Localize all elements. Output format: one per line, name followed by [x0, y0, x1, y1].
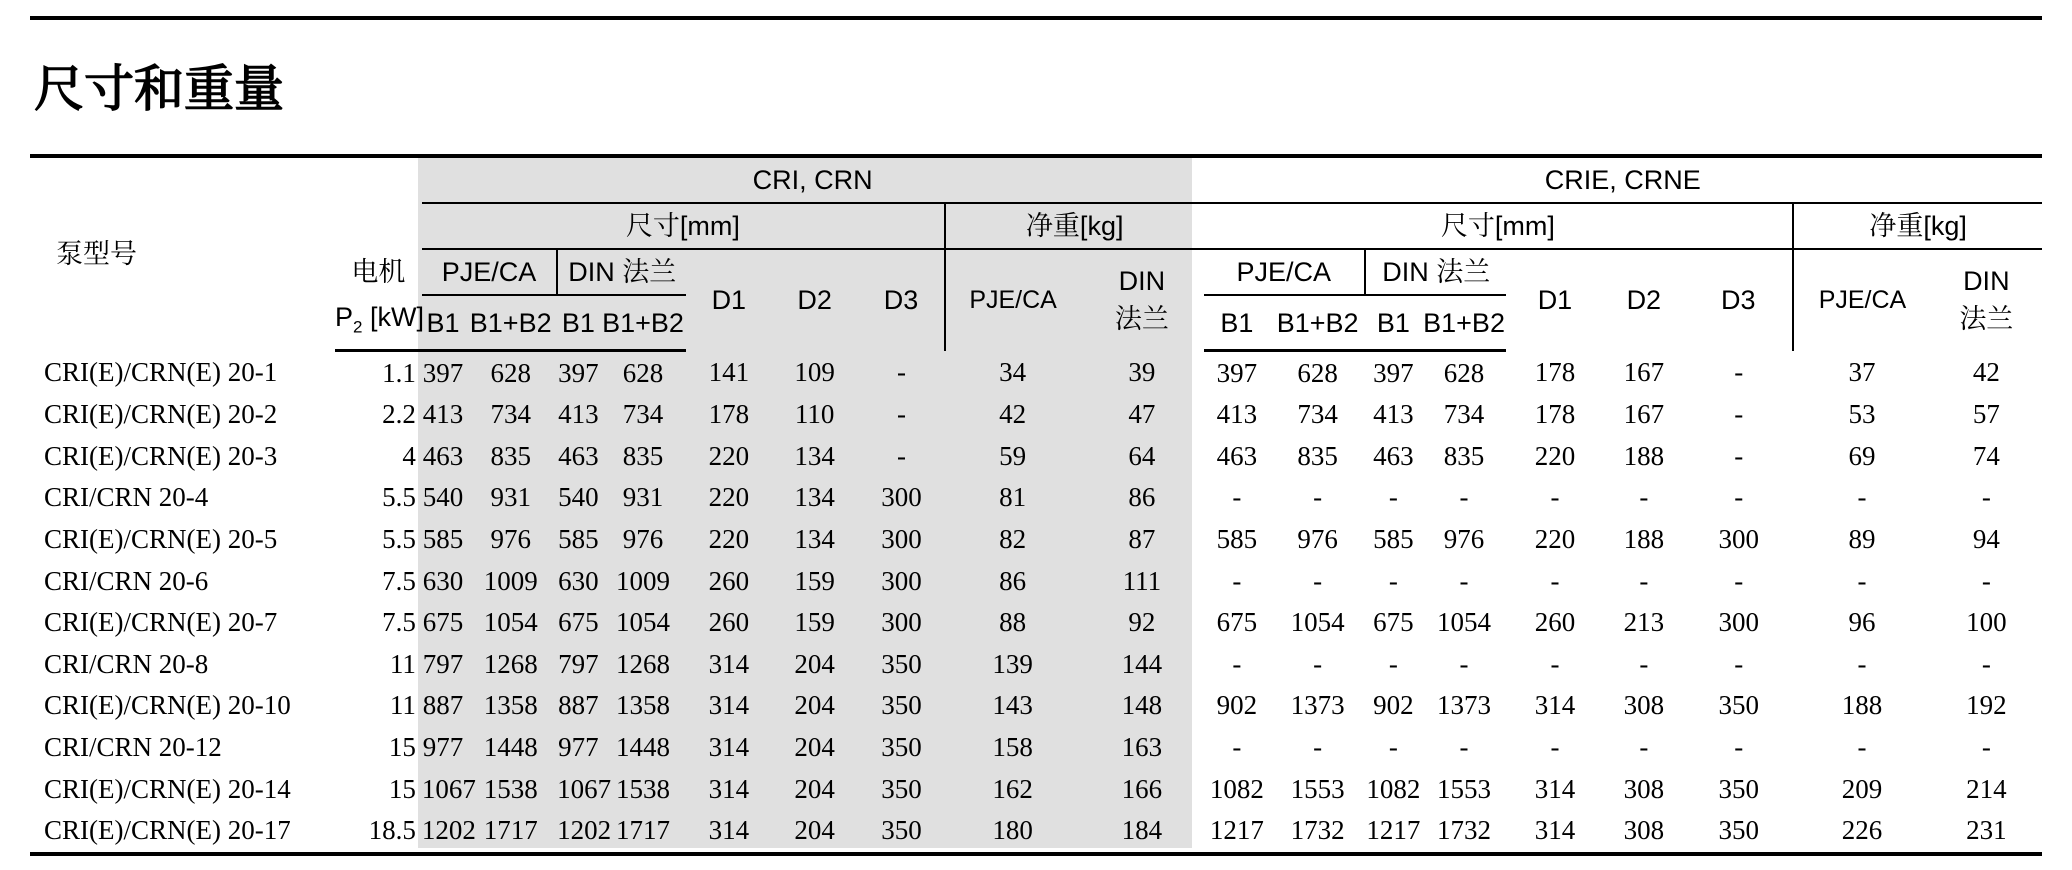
cri-din-b1b2-cell: 931: [622, 482, 664, 513]
cri-weight-din-cell: 184: [1080, 810, 1203, 854]
cri-d3-cell: 300: [881, 565, 922, 596]
crie-weight-pje-cell: 37: [1848, 356, 1876, 387]
table-row: [30, 477, 2042, 519]
crie-d1-cell: 314: [1534, 690, 1576, 721]
cri-weight-pje-cell: 42: [999, 399, 1027, 430]
cri-pje-ca-header: PJE/CA: [422, 249, 557, 295]
cri-d2-cell: 134: [794, 482, 835, 513]
crie-pje-ca-header: PJE/CA: [1204, 249, 1366, 295]
crie-d1-cell: -: [1550, 482, 1560, 513]
cri-weight-din-cell: 111: [1122, 565, 1162, 596]
crie-din-b1b2-cell: 1373: [1437, 690, 1492, 721]
cri-d2-cell: 204: [794, 732, 835, 763]
cri-weight-pje-cell: 143: [992, 690, 1033, 721]
pump-model-cell: CRI(E)/CRN(E) 20-7: [44, 607, 278, 638]
cri-d1-header: D1: [711, 285, 747, 316]
crie-din-b1-header: B1: [1365, 295, 1422, 351]
motor-power-cell: 1.1: [382, 357, 416, 388]
table-row: [30, 436, 2042, 478]
crie-din-b1b2-cell: 1054: [1437, 607, 1492, 638]
crie-d2-cell: 308: [1623, 690, 1665, 721]
cri-b1-cell: 675: [422, 607, 464, 638]
cri-din-b1-cell: 675: [558, 607, 599, 638]
cri-b1-cell: 797: [422, 648, 464, 679]
cri-b1b2-cell: 1538: [483, 773, 538, 804]
cri-d2-cell: 110: [794, 399, 835, 430]
crie-weight-din-cell: -: [1981, 732, 1991, 763]
cri-b1-cell: 630: [422, 565, 464, 596]
crie-d3-cell: 300: [1718, 524, 1759, 555]
cri-weight-pje-cell: 88: [999, 607, 1027, 638]
cri-d2-cell: 204: [794, 648, 835, 679]
cri-b1-cell: 977: [422, 732, 464, 763]
crie-weight-din-flange-header: DIN 法兰: [1959, 266, 2014, 335]
cri-d1-cell: 314: [708, 690, 750, 721]
cri-b1-cell: 413: [422, 399, 464, 430]
cri-din-b1b2-cell: 628: [622, 357, 664, 388]
crie-b1b2-cell: -: [1313, 648, 1323, 679]
crie-weight-din-cell: 214: [1966, 773, 2007, 804]
crie-b1b2-cell: 976: [1297, 524, 1338, 555]
cri-din-b1-cell: 1202: [557, 810, 599, 854]
pump-model-cell: CRI(E)/CRN(E) 20-17: [30, 810, 335, 854]
table-row: [30, 519, 2042, 561]
cri-weight-din-cell: 47: [1128, 399, 1156, 430]
crie-din-b1b2-cell: -: [1459, 648, 1469, 679]
crie-b1b2-cell: 835: [1297, 440, 1338, 471]
cri-d3-cell: -: [897, 399, 906, 430]
cri-din-b1-cell: 887: [558, 690, 599, 721]
crie-d2-cell: -: [1639, 482, 1649, 513]
crie-din-b1-cell: -: [1388, 482, 1398, 513]
motor-power-cell: 7.5: [382, 565, 416, 596]
cri-d3-cell: 350: [881, 690, 922, 721]
crie-weight-pje-cell: 96: [1848, 607, 1876, 638]
crie-b1-cell: 413: [1216, 399, 1258, 430]
pump-model-cell: CRI(E)/CRN(E) 20-1: [44, 356, 278, 387]
table-row: [30, 351, 2042, 394]
top-rule: [30, 16, 2042, 20]
crie-b1b2-cell: -: [1313, 732, 1323, 763]
cri-weight-pje-cell: 162: [992, 773, 1033, 804]
cri-d1-cell: 141: [708, 356, 750, 387]
cri-b1b2-cell: 1448: [483, 732, 538, 763]
crie-d1-cell: 178: [1534, 399, 1576, 430]
pump-model-cell: CRI(E)/CRN(E) 20-5: [44, 524, 278, 555]
cri-weight-pje-cell: 34: [999, 356, 1027, 387]
crie-b1-cell: 902: [1216, 690, 1258, 721]
cri-d2-cell: 134: [794, 440, 835, 471]
cri-b1b2-cell: 628: [490, 357, 531, 388]
cri-b1-cell: 887: [422, 690, 464, 721]
crie-weight-pje-cell: 53: [1848, 399, 1876, 430]
cri-din-b1b2-cell: 1268: [615, 648, 670, 679]
crie-weight-header: 净重[kg]: [1793, 203, 2042, 249]
motor-power-cell: 5.5: [382, 482, 416, 513]
motor-power-cell: 7.5: [382, 607, 416, 638]
cri-d3-cell: 350: [881, 773, 922, 804]
cri-d1-cell: 314: [686, 810, 771, 854]
crie-weight-din-cell: -: [1981, 565, 1991, 596]
crie-weight-din-cell: 100: [1966, 607, 2007, 638]
cri-weight-pje-ca-header: PJE/CA: [969, 286, 1057, 315]
crie-weight-din-cell: 231: [1931, 810, 2042, 854]
page-title: 尺寸和重量: [34, 60, 284, 118]
crie-din-b1-cell: 1082: [1366, 773, 1421, 804]
cri-d3-cell: 300: [881, 607, 922, 638]
cri-weight-pje-cell: 139: [992, 648, 1033, 679]
crie-pje-b1-header: B1: [1204, 295, 1271, 351]
crie-d3-header: D3: [1684, 249, 1793, 351]
cri-d3-cell: 350: [858, 810, 945, 854]
crie-weight-pje-cell: -: [1857, 648, 1867, 679]
cri-din-b1-cell: 977: [558, 732, 599, 763]
cri-din-b1b2-cell: 1717: [600, 810, 687, 854]
crie-d1-header: D1: [1537, 285, 1573, 316]
crie-b1-cell: -: [1232, 565, 1242, 596]
cri-din-b1b2-cell: 1358: [615, 690, 670, 721]
crie-d1-cell: 314: [1534, 773, 1576, 804]
crie-d1-cell: 314: [1506, 810, 1603, 854]
pump-model-cell: CRI/CRN 20-8: [44, 648, 209, 679]
crie-b1-cell: 675: [1216, 607, 1258, 638]
crie-weight-din-cell: -: [1981, 648, 1991, 679]
crie-din-b1-cell: 413: [1373, 399, 1414, 430]
crie-d3-cell: -: [1734, 732, 1744, 763]
crie-d3-cell: -: [1734, 482, 1744, 513]
crie-b1-cell: 463: [1216, 440, 1258, 471]
crie-din-b1-cell: -: [1388, 565, 1398, 596]
cri-b1b2-cell: 1268: [483, 648, 538, 679]
cri-weight-pje-cell: 59: [999, 440, 1027, 471]
cri-din-b1-cell: 413: [558, 399, 599, 430]
cri-d3-cell: 300: [881, 524, 922, 555]
cri-din-b1-cell: 630: [558, 565, 599, 596]
crie-d1-cell: 220: [1534, 440, 1576, 471]
cri-b1-cell: 585: [422, 524, 464, 555]
crie-d2-cell: -: [1639, 732, 1649, 763]
crie-b1-cell: -: [1232, 482, 1242, 513]
motor-power-cell: 15: [388, 732, 416, 763]
cri-din-b1-cell: 463: [558, 440, 599, 471]
pump-model-cell: CRI(E)/CRN(E) 20-2: [44, 399, 278, 430]
table-row: [30, 394, 2042, 436]
cri-b1b2-cell: 1009: [483, 565, 538, 596]
cri-din-b1b2-cell: 976: [622, 524, 664, 555]
crie-din-flange-header: DIN 法兰: [1365, 249, 1506, 295]
crie-din-b1-cell: 397: [1373, 357, 1414, 388]
crie-weight-pje-cell: -: [1857, 565, 1867, 596]
crie-din-b1b2-cell: -: [1459, 732, 1469, 763]
table-row: [30, 810, 2042, 854]
table-row: [30, 685, 2042, 727]
cri-d1-cell: 178: [708, 399, 750, 430]
motor-power-cell: 4: [402, 440, 416, 471]
crie-d3-cell: 350: [1684, 810, 1793, 854]
cri-b1b2-cell: 931: [490, 482, 531, 513]
cri-pje-b1-header: B1: [422, 295, 464, 351]
cri-d2-header: D2: [797, 285, 832, 316]
crie-din-b1-cell: 902: [1373, 690, 1414, 721]
crie-din-b1b2-cell: 976: [1443, 524, 1485, 555]
cri-weight-pje-cell: 81: [999, 482, 1027, 513]
motor-power-unit-header: $P_2$ [kW]: [335, 295, 422, 351]
table-row: [30, 602, 2042, 644]
crie-din-b1b2-header: B1+B2: [1422, 295, 1507, 351]
cri-din-b1-header: B1: [557, 295, 599, 351]
cri-b1b2-cell: 1717: [464, 810, 557, 854]
cri-d3-cell: 350: [881, 648, 922, 679]
cri-din-b1-cell: 397: [558, 357, 599, 388]
crie-b1b2-cell: -: [1313, 565, 1323, 596]
cri-din-b1b2-header: B1+B2: [600, 295, 687, 351]
crie-d2-cell: 188: [1623, 524, 1665, 555]
motor-power-cell: 11: [389, 648, 416, 679]
header-spacer: [335, 156, 422, 249]
crie-weight-din-cell: 42: [1972, 356, 2000, 387]
crie-d2-header: D2: [1626, 285, 1662, 316]
table-row: [30, 560, 2042, 602]
crie-d3-cell: -: [1734, 648, 1744, 679]
crie-dim-header: 尺寸[mm]: [1204, 203, 1794, 249]
crie-b1-cell: 1082: [1209, 773, 1264, 804]
cri-weight-pje-cell: 158: [992, 732, 1033, 763]
pump-model-cell: CRI(E)/CRN(E) 20-10: [44, 690, 291, 721]
crie-weight-pje-cell: -: [1857, 732, 1867, 763]
cri-d3-header: D3: [858, 249, 945, 351]
crie-d1-cell: -: [1550, 732, 1560, 763]
cri-d1-cell: 260: [708, 565, 750, 596]
motor-power-cell: 11: [389, 690, 416, 721]
cri-weight-din-cell: 144: [1121, 648, 1163, 679]
crie-d3-cell: -: [1734, 399, 1744, 430]
cri-weight-din-cell: 92: [1128, 607, 1156, 638]
cri-b1b2-cell: 1358: [483, 690, 538, 721]
crie-weight-din-cell: -: [1981, 482, 1991, 513]
cri-d3-cell: 300: [881, 482, 922, 513]
cri-d2-cell: 204: [794, 690, 835, 721]
crie-d1-cell: 178: [1534, 356, 1576, 387]
cri-din-b1b2-cell: 1009: [615, 565, 670, 596]
motor-power-cell: 5.5: [382, 524, 416, 555]
crie-d1-cell: 260: [1534, 607, 1576, 638]
pump-model-header: 泵型号: [30, 156, 335, 351]
cri-b1-cell: 1202: [422, 810, 464, 854]
crie-b1b2-cell: 1553: [1290, 773, 1345, 804]
cri-d1-cell: 314: [708, 773, 750, 804]
cri-b1b2-cell: 976: [490, 524, 531, 555]
crie-weight-din-cell: 192: [1966, 690, 2007, 721]
pump-model-cell: CRI/CRN 20-6: [44, 565, 209, 596]
crie-b1-cell: 1217: [1204, 810, 1271, 854]
dimensions-weights-table: [30, 154, 2042, 856]
crie-d2-cell: -: [1639, 565, 1649, 596]
cri-din-b1b2-cell: 1054: [615, 607, 670, 638]
cri-b1b2-cell: 1054: [483, 607, 538, 638]
crie-d1-cell: -: [1550, 565, 1560, 596]
crie-d3-cell: 350: [1718, 690, 1759, 721]
crie-weight-pje-cell: 69: [1848, 440, 1876, 471]
cri-din-b1b2-cell: 734: [622, 399, 664, 430]
crie-b1-cell: 397: [1216, 357, 1258, 388]
crie-b1b2-cell: -: [1313, 482, 1323, 513]
crie-din-b1-cell: -: [1388, 732, 1398, 763]
cri-weight-header: 净重[kg]: [945, 203, 1204, 249]
table-row: [30, 644, 2042, 686]
crie-weight-pje-ca-header: PJE/CA: [1818, 286, 1907, 315]
crie-din-b1-cell: 675: [1373, 607, 1414, 638]
motor-power-cell: 15: [388, 773, 416, 804]
cri-weight-pje-cell: 82: [999, 524, 1027, 555]
table-row: [30, 727, 2042, 769]
cri-b1-cell: 540: [422, 482, 464, 513]
pump-model-cell: CRI(E)/CRN(E) 20-3: [44, 440, 278, 471]
table-body: [30, 351, 2042, 854]
cri-d1-cell: 220: [708, 440, 750, 471]
crie-d3-cell: -: [1734, 356, 1744, 387]
crie-din-b1-cell: 1217: [1365, 810, 1422, 854]
cri-pje-b1b2-header: B1+B2: [464, 295, 557, 351]
crie-din-b1b2-cell: 628: [1443, 357, 1485, 388]
crie-d2-cell: 188: [1623, 440, 1665, 471]
cri-d2-cell: 109: [794, 356, 835, 387]
cri-d2-cell: 159: [794, 565, 835, 596]
cri-d2-cell: 204: [771, 810, 858, 854]
crie-weight-pje-cell: -: [1857, 482, 1867, 513]
crie-d2-cell: -: [1639, 648, 1649, 679]
cri-weight-pje-cell: 180: [945, 810, 1080, 854]
cri-crn-group-header: CRI, CRN: [422, 156, 1204, 203]
cri-d1-cell: 220: [708, 524, 750, 555]
cri-d2-cell: 159: [794, 607, 835, 638]
crie-b1b2-cell: 734: [1297, 399, 1338, 430]
crie-b1b2-cell: 1732: [1270, 810, 1365, 854]
crie-d3-cell: -: [1734, 440, 1744, 471]
cri-b1-cell: 1067: [421, 773, 476, 804]
crie-pje-b1b2-header: B1+B2: [1270, 295, 1365, 351]
crie-b1b2-cell: 628: [1297, 357, 1338, 388]
crie-b1-cell: -: [1232, 648, 1242, 679]
cri-b1-cell: 397: [422, 357, 464, 388]
cri-weight-din-cell: 86: [1128, 482, 1156, 513]
crie-din-b1-cell: 585: [1373, 524, 1414, 555]
crie-din-b1b2-cell: -: [1459, 565, 1469, 596]
crie-d2-cell: 167: [1623, 399, 1665, 430]
crie-weight-din-cell: 57: [1972, 399, 2000, 430]
cri-weight-din-cell: 39: [1128, 356, 1156, 387]
cri-d1-cell: 314: [708, 732, 750, 763]
cri-din-b1-cell: 540: [558, 482, 599, 513]
cri-din-b1b2-cell: 1448: [615, 732, 670, 763]
cri-d3-cell: 350: [881, 732, 922, 763]
pump-model-cell: CRI/CRN 20-4: [44, 482, 209, 513]
cri-weight-pje-cell: 86: [999, 565, 1027, 596]
crie-din-b1b2-cell: -: [1459, 482, 1469, 513]
cri-d3-cell: -: [897, 356, 906, 387]
crie-weight-din-cell: 94: [1972, 524, 2000, 555]
cri-weight-din-cell: 166: [1121, 773, 1163, 804]
cri-din-b1b2-cell: 835: [622, 440, 664, 471]
cri-d2-cell: 204: [794, 773, 835, 804]
cri-d1-cell: 314: [708, 648, 750, 679]
crie-d2-cell: 213: [1623, 607, 1665, 638]
crie-b1-cell: -: [1232, 732, 1242, 763]
crie-weight-pje-cell: 89: [1848, 524, 1876, 555]
crie-din-b1b2-cell: 1553: [1437, 773, 1492, 804]
crie-d1-cell: -: [1550, 648, 1560, 679]
crie-weight-pje-cell: 209: [1841, 773, 1883, 804]
table-row: [30, 768, 2042, 810]
crie-weight-pje-cell: 226: [1793, 810, 1930, 854]
pump-model-cell: CRI(E)/CRN(E) 20-14: [44, 773, 291, 804]
crie-d2-cell: 308: [1603, 810, 1684, 854]
cri-din-flange-header: DIN 法兰: [557, 249, 686, 295]
cri-din-b1-cell: 1067: [557, 773, 612, 804]
cri-b1b2-cell: 835: [490, 440, 531, 471]
crie-din-b1-cell: -: [1388, 648, 1398, 679]
cri-weight-din-cell: 87: [1128, 524, 1156, 555]
cri-weight-din-cell: 148: [1121, 690, 1163, 721]
crie-d2-cell: 167: [1623, 356, 1665, 387]
crie-weight-pje-cell: 188: [1841, 690, 1883, 721]
cri-weight-din-cell: 163: [1121, 732, 1163, 763]
cri-b1b2-cell: 734: [490, 399, 531, 430]
crie-b1-cell: 585: [1216, 524, 1258, 555]
motor-power-cell: 18.5: [335, 810, 422, 854]
motor-power-cell: 2.2: [382, 399, 416, 430]
cri-d2-cell: 134: [794, 524, 835, 555]
cri-din-b1-cell: 797: [558, 648, 599, 679]
cri-b1-cell: 463: [422, 440, 464, 471]
crie-d1-cell: 220: [1534, 524, 1576, 555]
cri-din-b1b2-cell: 1538: [615, 773, 670, 804]
crie-d3-cell: -: [1734, 565, 1744, 596]
crie-din-b1-cell: 463: [1373, 440, 1414, 471]
crie-weight-din-cell: 74: [1972, 440, 2000, 471]
crie-din-b1b2-cell: 1732: [1422, 810, 1507, 854]
cri-weight-din-flange-header: DIN 法兰: [1114, 266, 1169, 335]
cri-din-b1-cell: 585: [558, 524, 599, 555]
crie-d3-cell: 350: [1718, 773, 1759, 804]
pump-model-cell: CRI/CRN 20-12: [44, 732, 222, 763]
cri-d1-cell: 260: [708, 607, 750, 638]
cri-weight-din-cell: 64: [1128, 440, 1156, 471]
crie-crne-group-header: CRIE, CRNE: [1204, 156, 2043, 203]
crie-din-b1b2-cell: 835: [1443, 440, 1485, 471]
cri-dim-header: 尺寸[mm]: [422, 203, 945, 249]
crie-b1b2-cell: 1373: [1290, 690, 1345, 721]
crie-b1b2-cell: 1054: [1290, 607, 1345, 638]
crie-d3-cell: 300: [1718, 607, 1759, 638]
cri-d3-cell: -: [897, 440, 906, 471]
crie-din-b1b2-cell: 734: [1443, 399, 1485, 430]
crie-d2-cell: 308: [1623, 773, 1665, 804]
cri-d1-cell: 220: [708, 482, 750, 513]
motor-header: 电机: [351, 257, 406, 287]
